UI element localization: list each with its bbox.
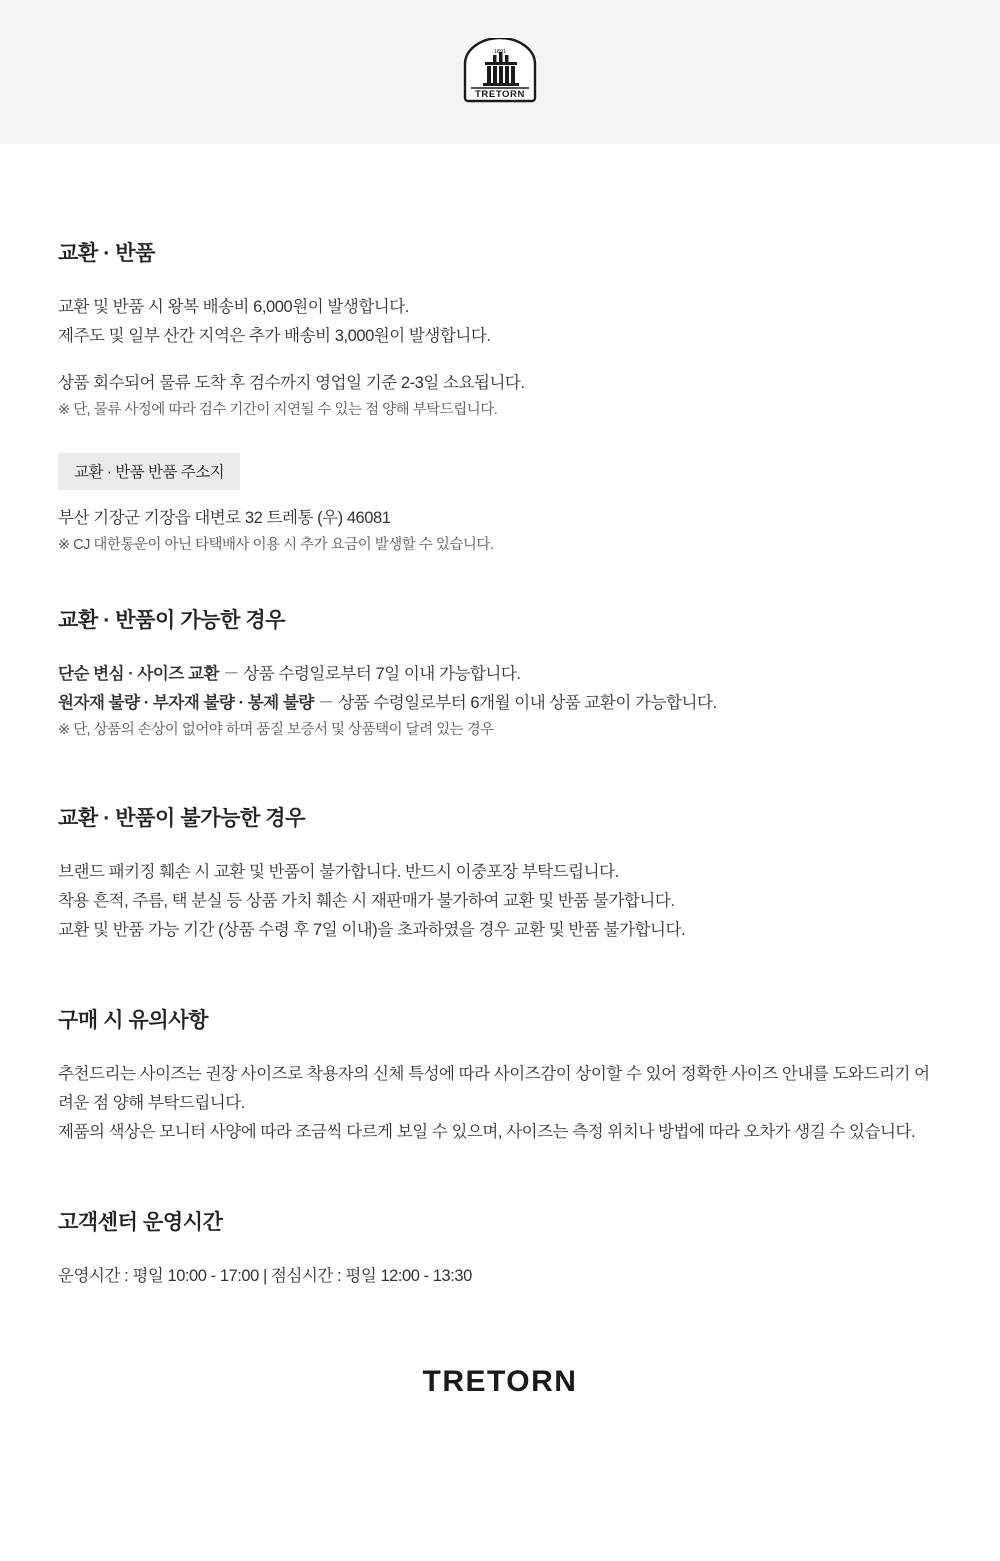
allowed-case-defect-label: 원자재 불량 · 부자재 불량 · 봉제 불량 [58, 693, 314, 712]
inspection-delay-note: ※ 단, 물류 사정에 따라 검수 기간이 지연될 수 있는 점 양해 부탁드립니다. [58, 401, 498, 418]
allowed-case-note: ※ 단, 상품의 손상이 없어야 하며 품질 보증서 및 상품택이 달려 있는 경우 [58, 721, 494, 738]
courier-surcharge-note: ※ CJ 대한통운이 아닌 타택배사 이용 시 추가 요금이 발생할 수 있습니다. [58, 537, 494, 554]
section-exchange-return [58, 240, 942, 559]
spacer [58, 743, 942, 805]
tretorn-crest-icon [459, 38, 541, 106]
allowed-case-simple-change-detail: － 상품 수령일로부터 7일 이내 가능합니다. [218, 664, 521, 683]
section-exchange-not-allowed [58, 805, 942, 945]
section-title-purchase-notice: 구매 시 유의사항 [58, 1008, 209, 1032]
logo-year-text: 1891 [493, 49, 507, 55]
return-address-tag: 교환 · 반품 반품 주소지 [58, 453, 240, 490]
section-title-exchange-allowed: 교환 · 반품이 가능한 경우 [58, 608, 286, 632]
section-title-customer-center: 고객센터 운영시간 [58, 1210, 223, 1234]
spacer [58, 1147, 942, 1209]
section-exchange-allowed [58, 607, 942, 743]
section-title-exchange-not-allowed: 교환 · 반품이 불가능한 경우 [58, 806, 306, 830]
not-allowed-wear-trace-line: 착용 흔적, 주름, 택 분실 등 상품 가치 훼손 시 재판매가 불가하여 교환 및 반품 불가합니다. [58, 892, 675, 911]
not-allowed-packaging-line: 브랜드 패키징 훼손 시 교환 및 반품이 불가합니다. 반드시 이중포장 부탁드립니다. [58, 863, 619, 882]
customer-center-hours: 운영시간 : 평일 10:00 - 17:00 | 점심시간 : 평일 12:00 - 13:30 [58, 1267, 472, 1286]
spacer [58, 559, 942, 607]
section-title-exchange-return: 교환 · 반품 [58, 242, 156, 265]
exchange-remote-area-line: 제주도 및 일부 산간 지역은 추가 배송비 3,000원이 발생합니다. [58, 327, 491, 346]
purchase-notice-size-line: 추천드리는 사이즈는 권장 사이즈로 착용자의 신체 특성에 따라 사이즈감이 상이할 수 있어 정확한 사이즈 안내를 도와드리기 어려운 점 양해 부탁드립니다. [58, 1065, 930, 1113]
allowed-case-simple-change-label: 단순 변심 · 사이즈 교환 [58, 664, 219, 683]
brand-logo-badge [459, 38, 541, 106]
not-allowed-period-exceeded-line: 교환 및 반품 가능 기간 (상품 수령 후 7일 이내)을 초과하였을 경우 교환 및 반품 불가합니다. [58, 921, 686, 940]
purchase-notice-color-line: 제품의 색상은 모니터 사양에 따라 조금씩 다르게 보일 수 있으며, 사이즈는 측정 위치나 방법에 따라 오차가 생길 수 있습니다. [58, 1122, 916, 1141]
section-customer-center [58, 1209, 942, 1291]
exchange-shipping-fee-line: 교환 및 반품 시 왕복 배송비 6,000원이 발생합니다. [58, 298, 409, 317]
footer [0, 1365, 1000, 1471]
allowed-case-defect [58, 689, 942, 718]
return-address-value: 부산 기장군 기장읍 대변로 32 트레통 (우) 46081 [58, 509, 391, 528]
section-purchase-notice [58, 1007, 942, 1147]
header-band [0, 0, 1000, 144]
allowed-case-defect-detail: － 상품 수령일로부터 6개월 이내 상품 교환이 가능합니다. [313, 693, 717, 712]
allowed-case-simple-change [58, 660, 942, 689]
document-content [0, 144, 1000, 1291]
logo-wordmark-text: TRETORN [475, 89, 525, 100]
inspection-duration-line: 상품 회수되어 물류 도착 후 검수까지 영업일 기준 2-3일 소요됩니다. [58, 374, 525, 393]
spacer [58, 945, 942, 1007]
footer-brand-wordmark: TRETORN [422, 1364, 578, 1398]
spacer [58, 351, 942, 369]
spacer [58, 423, 942, 453]
